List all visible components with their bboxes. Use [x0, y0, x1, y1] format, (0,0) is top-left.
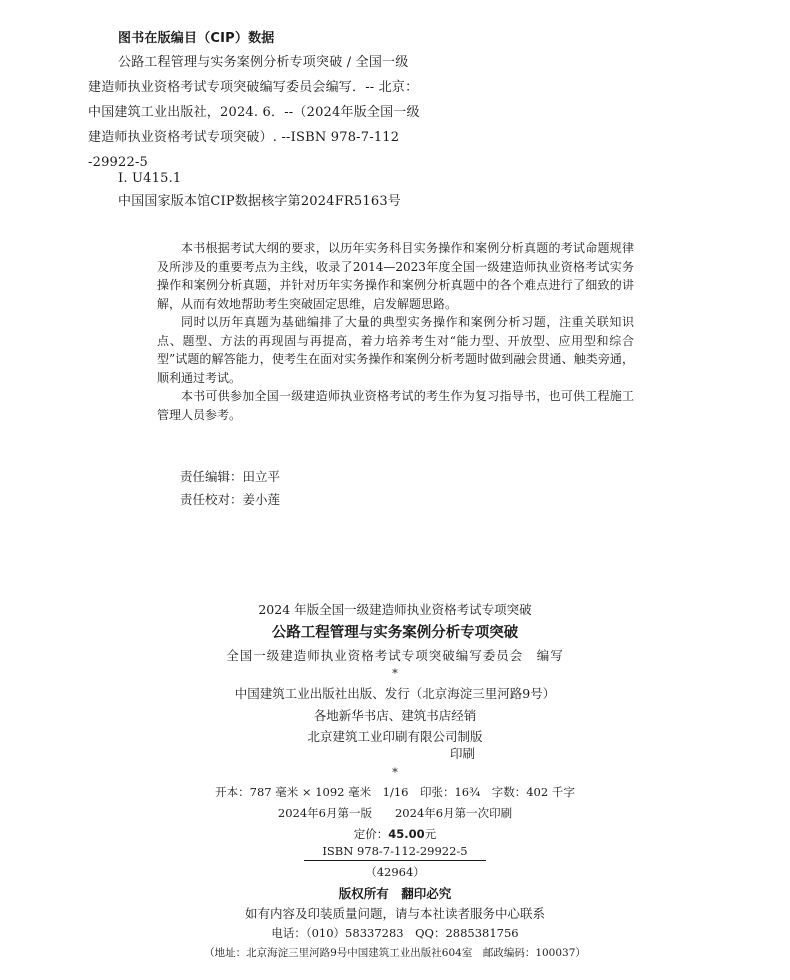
cip-line-3: 中国建筑工业出版社，2024. 6．--（2024年版全国一级 [88, 105, 420, 120]
separator-star-1: * [392, 666, 398, 680]
cip-line-5: -29922-5 [88, 155, 149, 170]
distributor: 各地新华书店、建筑书店经销 [313, 708, 477, 723]
price-label: 定价： [353, 827, 389, 841]
isbn-row [0, 844, 790, 861]
price-unit: 元 [424, 827, 437, 841]
quality-note: 如有内容及印装质量问题，请与本社读者服务中心联系 [244, 906, 545, 921]
printer: 印刷 [449, 746, 475, 761]
cip-title: 图书在版编目（CIP）数据 [118, 31, 275, 46]
cip-line-2: 建造师执业资格考试专项突破编写委员会编写．-- 北京： [88, 80, 419, 95]
publisher: 中国建筑工业出版社出版、发行（北京海淀三里河路9号） [234, 686, 556, 701]
responsible-editor: 责任编辑：田立平 [180, 469, 281, 484]
responsible-proofreader: 责任校对：姜小莲 [180, 492, 281, 507]
edition-info: 2024年6月第一版 2024年6月第一次印刷 [277, 806, 513, 820]
summary-paragraph-2: 同时以历年真题为基础编排了大量的典型实务操作和案例分析习题，注重关联知识点、题型、方法的再现固与再提高，着力培养考生对“能力型、开放型、应用型和综合型”试题的解答能力，使考生在面对实务操作和案例分析考题时做到融会贯通、触类旁通，顺利通过考试。 [157, 315, 634, 385]
typesetter: 北京建筑工业印刷有限公司制版 [307, 729, 483, 744]
cip-line-1: 公路工程管理与实务案例分析专项突破 / 全国一级 [118, 55, 409, 70]
summary-paragraph-1: 本书根据考试大纲的要求，以历年实务科目实务操作和案例分析真题的考试命题规律及所涉及的重要考点为主线，收录了2014—2023年度全国一级建造师执业资格考试实务操作和案例分析真题，并针对历年实务操作和案例分析真题中的各个难点进行了细致的讲解，从而有效地帮助考生突破固定思维，启发解题思路。 [157, 241, 634, 311]
address: （地址：北京海淀三里河路9号中国建筑工业出版社604室 邮政编码：100037） [204, 947, 586, 959]
cip-library-number: 中国国家版本馆CIP数据核字第2024FR5163号 [118, 194, 402, 209]
book-title: 公路工程管理与实务案例分析专项突破 [271, 625, 519, 641]
author: 全国一级建造师执业资格考试专项突破编写委员会 编写 [226, 648, 564, 663]
summary-paragraph-3: 本书可供参加全国一级建造师执业资格考试的考生作为复习指导书，也可供工程施工管理人员参考。 [157, 389, 634, 422]
contact-info: 电话：（010）58337283 QQ：2885381756 [271, 926, 519, 940]
separator-star-2: * [392, 765, 398, 779]
cip-classification: Ⅰ. U415.1 [118, 171, 182, 186]
cip-line-4: 建造师执业资格考试专项突破）. --ISBN 978-7-112 [88, 130, 400, 145]
book-summary [157, 239, 634, 424]
series-title: 2024 年版全国一级建造师执业资格考试专项突破 [258, 602, 532, 617]
copyright-notice: 版权所有 翻印必究 [338, 886, 452, 901]
price-value: 45.00 [388, 827, 425, 841]
catalog-code: （42964） [365, 865, 425, 879]
book-specs: 开本：787 毫米 × 1092 毫米 1/16 印张：16¾ 字数：402 千字 [215, 785, 575, 799]
isbn: ISBN 978-7-112-29922-5 [304, 844, 485, 861]
price [0, 826, 790, 842]
